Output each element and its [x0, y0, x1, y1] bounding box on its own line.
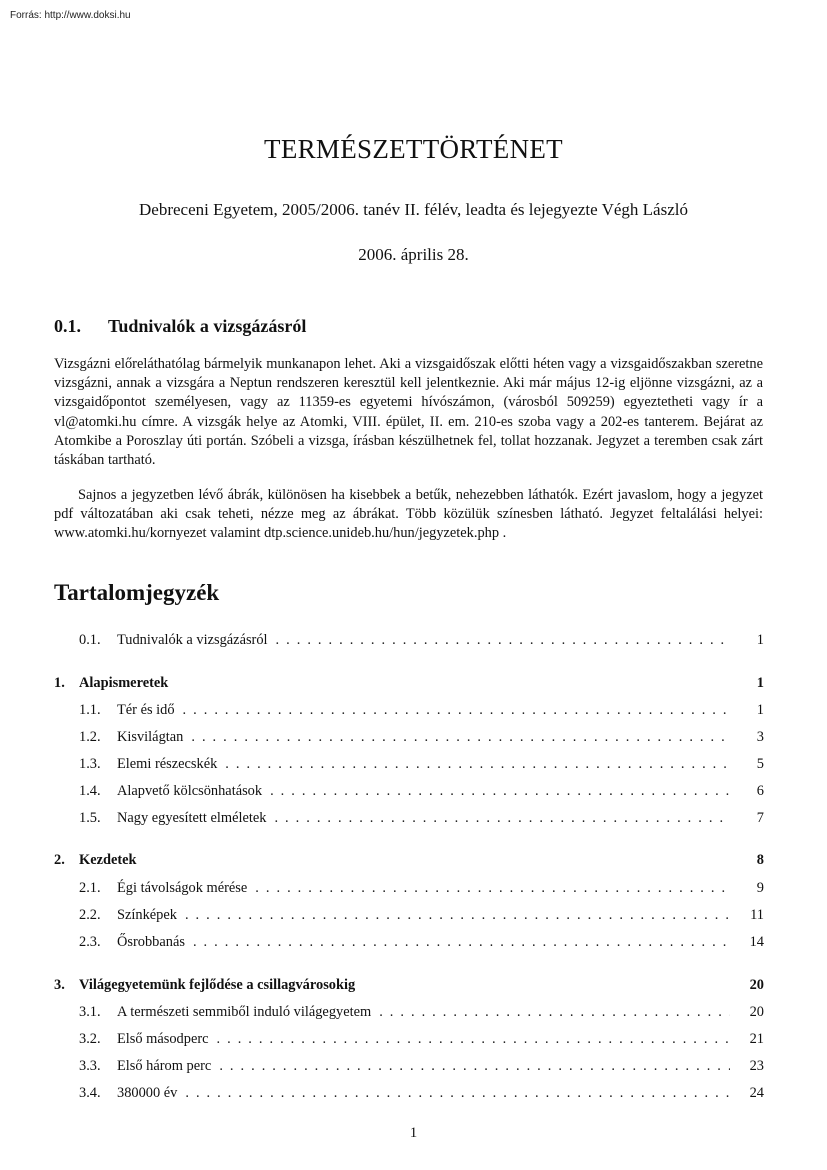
- toc-entry-number: 3.1.: [79, 1004, 101, 1020]
- toc-entry-label: Első másodperc: [117, 1031, 209, 1047]
- toc-entry-label: Első három perc: [117, 1058, 212, 1074]
- toc-entry-label: Elemi részecskék: [117, 756, 218, 772]
- toc-entry-label: Kezdetek: [79, 852, 137, 868]
- toc-entry-number: 3.4.: [79, 1085, 101, 1101]
- toc-section-entry[interactable]: [79, 1083, 764, 1103]
- toc-entry-label: Ősrobbanás: [117, 934, 185, 950]
- toc-chapter-entry[interactable]: [54, 975, 764, 995]
- document-date: 2006. április 28.: [358, 245, 469, 264]
- toc-entry-label: Alapismeretek: [79, 675, 169, 691]
- toc-entry-page: 1: [756, 675, 764, 691]
- toc-chapter-entry[interactable]: [54, 673, 764, 693]
- toc-dot-leader: [219, 1056, 730, 1076]
- toc-section-entry[interactable]: [79, 1056, 764, 1076]
- document-subtitle: Debreceni Egyetem, 2005/2006. tanév II. félév, leadta és lejegyezte Végh László: [139, 200, 688, 219]
- toc-dot-leader: [270, 781, 730, 801]
- toc-chapter-entry[interactable]: [54, 850, 764, 870]
- toc-entry-number: 3.: [54, 977, 65, 993]
- toc-section-entry[interactable]: [79, 932, 764, 952]
- toc-entry-page: 7: [756, 810, 764, 826]
- toc-entry-label: Égi távolságok mérése: [117, 880, 248, 896]
- toc-entry-label: Tudnivalók a vizsgázásról: [117, 632, 268, 648]
- toc-entry-number: 1.3.: [79, 756, 101, 772]
- toc-entry-page: 6: [756, 783, 764, 799]
- toc-entry-page: 20: [749, 1004, 764, 1020]
- toc-dot-leader: [379, 1002, 730, 1022]
- toc-dot-leader: [225, 754, 730, 774]
- toc-entry-number: 3.3.: [79, 1058, 101, 1074]
- toc-entry-page: 14: [749, 934, 764, 950]
- toc-title: Tartalomjegyzék: [54, 580, 220, 605]
- toc-entry-page: 11: [750, 907, 764, 923]
- toc-dot-leader: [185, 905, 730, 925]
- toc-entry-label: Kisvilágtan: [117, 729, 184, 745]
- toc-entry-number: 2.3.: [79, 934, 101, 950]
- section-number: 0.1.: [54, 316, 81, 336]
- toc-section-entry[interactable]: [79, 1029, 764, 1049]
- toc-entry-page: 3: [756, 729, 764, 745]
- page-number: 1: [409, 1125, 418, 1141]
- toc-entry-number: 0.1.: [79, 632, 101, 648]
- toc-section-entry[interactable]: [79, 727, 764, 747]
- toc-section-entry[interactable]: [79, 754, 764, 774]
- toc-entry-label: A természeti semmiből induló világegyetem: [117, 1004, 372, 1020]
- toc-entry-label: Tér és idő: [117, 702, 175, 718]
- toc-entry-number: 2.: [54, 852, 65, 868]
- toc-dot-leader: [191, 727, 730, 747]
- document-title: TERMÉSZETTÖRTÉNET: [264, 134, 563, 164]
- toc-entry-page: 9: [756, 880, 764, 896]
- toc-entry-page: 8: [756, 852, 764, 868]
- toc-entry-page: 1: [756, 702, 764, 718]
- toc-entry-number: 2.1.: [79, 880, 101, 896]
- toc-section-entry[interactable]: [79, 905, 764, 925]
- toc-entry-page: 24: [749, 1085, 764, 1101]
- toc-dot-leader: [193, 932, 730, 952]
- toc-section-entry[interactable]: [79, 630, 764, 650]
- toc-section-entry[interactable]: [79, 700, 764, 720]
- section-heading: [54, 316, 306, 337]
- toc-section-entry[interactable]: [79, 808, 764, 828]
- source-note: Forrás: http://www.doksi.hu: [10, 10, 131, 21]
- paragraph-exam-info: Vizsgázni előreláthatólag bármelyik munkanapon lehet. Aki a vizsgaidőszak előtti héten vagy a vizsgaidőszakban szeretne vizsgázni, annak a vizsgára a Neptun rendszeren keresztül kell jelentkeznie. Aki már május 12-ig eljönne vizsgázni, az a vizsgaidőpontot személyesen, vagy az 11359-es egyetemi hívószámon, (városból 509259) egyeztetheti vagy ír a vl@atomki.hu címre. A vizsgák helye az Atomki, VIII. épület, II. em. 210-es szoba vagy a 202-es tanterem. Bejárat az Atomkibe a Poroszlay úti portán. Szóbeli a vizsga, írásban készülhetnek fel, tollat hozzanak. Jegyzet a teremben csak zárt táskában tartható.: [54, 356, 763, 469]
- toc-entry-label: 380000 év: [117, 1085, 178, 1101]
- toc-entry-page: 1: [756, 632, 764, 648]
- toc-section-entry[interactable]: [79, 1002, 764, 1022]
- toc-section-entry[interactable]: [79, 781, 764, 801]
- toc-dot-leader: [255, 878, 730, 898]
- toc-entry-page: 23: [749, 1058, 764, 1074]
- toc-entry-label: Világegyetemünk fejlődése a csillagvárosokig: [79, 977, 356, 993]
- toc-entry-number: 3.2.: [79, 1031, 101, 1047]
- toc-entry-number: 1.1.: [79, 702, 101, 718]
- toc-dot-leader: [185, 1083, 730, 1103]
- toc-dot-leader: [276, 630, 730, 650]
- toc-dot-leader: [274, 808, 730, 828]
- toc-entry-number: 1.4.: [79, 783, 101, 799]
- toc-entry-number: 2.2.: [79, 907, 101, 923]
- section-title: Tudnivalók a vizsgázásról: [108, 316, 307, 336]
- toc-entry-page: 20: [749, 977, 764, 993]
- paragraph-notes-info: Sajnos a jegyzetben lévő ábrák, különösen ha kisebbek a betűk, nehezebben láthatók. Ezért javaslom, hogy a jegyzet pdf változatában aki csak teheti, nézze meg az ábrákat. Több közülük színesben látható. Jegyzet feltalálási helyei: www.atomki.hu/kornyezet valamint dtp.science.unideb.hu/hun/jegyzetek.php .: [54, 487, 763, 542]
- toc-entry-number: 1.: [54, 675, 65, 691]
- toc-entry-page: 5: [756, 756, 764, 772]
- toc-entry-page: 21: [749, 1031, 764, 1047]
- toc-dot-leader: [217, 1029, 730, 1049]
- toc-dot-leader: [183, 700, 730, 720]
- toc-entry-label: Színképek: [117, 907, 177, 923]
- toc-entry-number: 1.2.: [79, 729, 101, 745]
- toc-entry-label: Alapvető kölcsönhatások: [117, 783, 263, 799]
- toc-section-entry[interactable]: [79, 878, 764, 898]
- toc-entry-label: Nagy egyesített elméletek: [117, 810, 267, 826]
- toc-entry-number: 1.5.: [79, 810, 101, 826]
